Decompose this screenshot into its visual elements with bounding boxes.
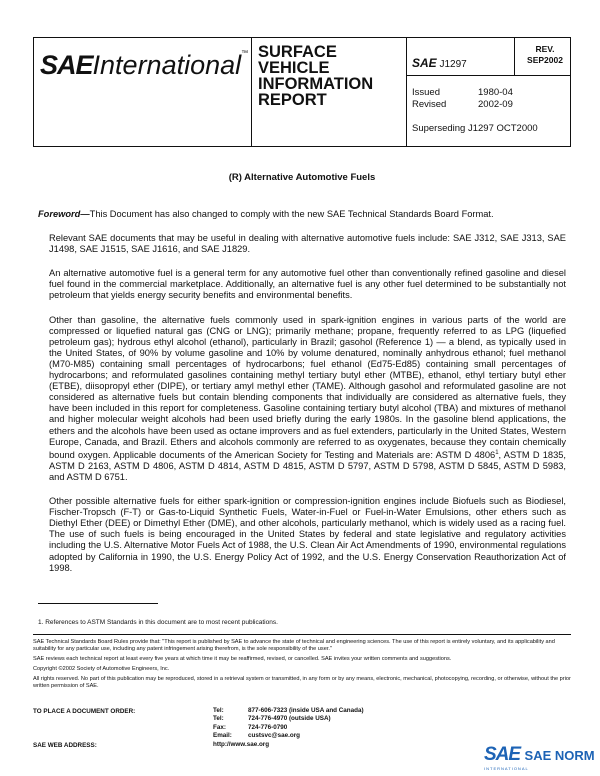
brand-mark: SAE [484,744,521,765]
logo-mark: SAE [40,50,93,80]
contact-labels [213,707,232,740]
report-type-line: INFORMATION [258,75,374,93]
document-body [38,209,566,587]
header-divider [251,38,252,146]
logo-word: International [92,50,242,80]
report-type-line: VEHICLE [258,59,330,77]
foreword-text: This Document has also changed to comply with the new SAE Technical Standards Board Format. [89,209,494,219]
legal-text: Copyright ©2002 Society of Automotive Engineers, Inc. [33,666,170,672]
contact-label: Email: [213,731,232,739]
order-label: TO PLACE A DOCUMENT ORDER: [33,708,136,715]
contact-value: 724-776-4970 (outside USA) [248,715,331,723]
contact-value: 724-776-0790 [248,723,288,731]
document-number [412,56,467,70]
legal-text: SAE reviews each technical report at least every five years at which time it may be reaffirmed, revised, or cancelled. SAE invites your written comments and suggestions. [33,656,452,662]
contact-label: Fax: [213,723,226,731]
sae-norm-brand [484,744,595,766]
contact-value: custsvc@sae.org [248,731,300,739]
revised-label: Revised [412,99,447,110]
footnote-rule [38,603,158,604]
doc-number-value: J1297 [439,59,467,70]
header-divider [514,38,515,75]
logo-tm: ™ [241,50,249,57]
web-label: SAE WEB ADDRESS: [33,742,97,749]
report-type-line: REPORT [258,91,327,109]
contact-value: 877-606-7323 (inside USA and Canada) [248,707,364,714]
report-type [258,44,373,108]
rev-date: SEP2002 [527,55,563,65]
footnote: 1. References to ASTM Standards in this document are to most recent publications. [38,619,278,626]
brand-name: SAE NORM [524,748,595,763]
issued-label: Issued [412,87,440,98]
foreword-label: Foreword— [38,209,90,219]
body-paragraph: Other possible alternative fuels for either spark-ignition or compression-ignition engines include Biofuels such as Biodiesel, Fischer-Tropsch (F-T) or Gas-to-Liquid Synthetic Fuels, Water-in-Fuel or Fuel-in-Water Emulsions, other ethers such as Diethyl Ether (DEE) or Dimethyl Ether (DME), and other alcohols, particularly methanol, which is widely used as a racing fuel. The use of such fuels is being encouraged in the United States by federal and state legislative and regulatory activities including the U.S. Alternative Motor Fuels Act of 1988, the U.S. Clean Air Act Amendments of 1990, environmental regulations adopted by California in 1990, the U.S. Energy Policy Act of 1992, and the U.S. Energy Conservation Reauthorization Act of 1998. [49,496,566,573]
doc-mark: SAE [412,56,437,70]
legal-text: SAE Technical Standards Board Rules provide that: "This report is published by SAE to advance the state of technical and engineering sciences. The use of this report is entirely voluntary, and its applicability and suitability for any particular use, including any patent infringement arising therefrom, is the sole responsibility of the user." [33,639,555,652]
brand-subtitle: INTERNATIONAL [484,766,529,771]
header-divider [406,75,570,76]
document-title: (R) Alternative Automotive Fuels [228,172,376,183]
legal-text: All rights reserved. No part of this publication may be reproduced, stored in a retrieval system or transmitted, in any form or by any means, electronic, mechanical, photocopying, recording, or otherwise, without the prior written permission of SAE. [33,676,571,689]
revision-box [520,44,570,66]
rev-label: REV. [535,44,555,54]
contact-values [248,707,364,740]
web-address[interactable]: http://www.sae.org [213,741,270,748]
body-text: , ASTM D 1835, ASTM D 2163, ASTM D 4806, ASTM D 4814, ASTM D 4815, ASTM D 5797, ASTM D 5798, ASTM D 5845, ASTM D 5983, and ASTM D 6751. [49,449,567,482]
header-divider [406,38,407,146]
body-text: Other than gasoline, the alternative fuels commonly used in spark-ignition engines in various parts of the world are compressed or liquefied natural gas (CNG or LNG); primarily methane; propane, frequently referred to as LPG (liquefied petroleum gas); hydrous ethyl alcohol (ethanol), particularly in Brazil; gasohol (Reference 1) — a blend, as typically used in the United States, of 90% by volume gasoline and 10% by volume denatured, nominally anhydrous ethanol; fuel methanol (M70-M85) containing small percentages of hydrocarbons; fuel ethanol (Ed75-Ed85) containing small percentages of hydrocarbons; and reformulated gasolines containing methyl tertiary butyl ether (MTBE), ethanol, ethyl tertiary butyl ether (ETBE), diisopropyl ether (DIPE), or tertiary amyl methyl ether (TAME). Although gasohol and reformulated gasoline are not considered as alternative fuels but contain blending components that individually are considered as alternative fuels, they have been included in this report for completeness. Gasoline containing tertiary butyl alcohol (TBA) and mixtures of methanol and higher molecular weight alcohols had been used briefly during the early 1980s. In the gasoline blend applications, the ethers and the alcohols have been used as octane improvers and as fuel extenders, particularly in the United States, Western Europe, Canada, and Brazil. Ethers and alcohols commonly are referred to as oxygenates, because they contain chemically bound oxygen. Applicable documents of the American Society for Testing and Materials are: ASTM D 4806 [49,314,566,460]
superseding-note: Superseding J1297 OCT2000 [412,123,538,134]
revised-value: 2002-09 [478,99,513,110]
legal-rule [33,634,571,635]
sae-international-logo [40,50,248,81]
contact-label: Tel: [213,707,224,714]
body-paragraph [38,315,566,484]
report-type-line: SURFACE [258,43,337,61]
body-paragraph: An alternative automotive fuel is a general term for any automotive fuel other than conventionally refined gasoline and diesel fuel found in the commercial marketplace. Additionally, an alternative fuel is any other fuel determined to be substantially not petroleum that yields energy security benefits and environmental benefits. [49,268,566,301]
footnote-marker: 1 [495,449,499,456]
body-paragraph: Relevant SAE documents that may be useful in dealing with alternative automotive fuels include: SAE J312, SAE J313, SAE J1498, SAE J1515, SAE J1616, and SAE J1829. [49,233,566,255]
foreword-paragraph [38,209,566,220]
contact-label: Tel: [213,715,224,723]
issued-value: 1980-04 [478,87,513,98]
legal-notice [33,639,571,693]
